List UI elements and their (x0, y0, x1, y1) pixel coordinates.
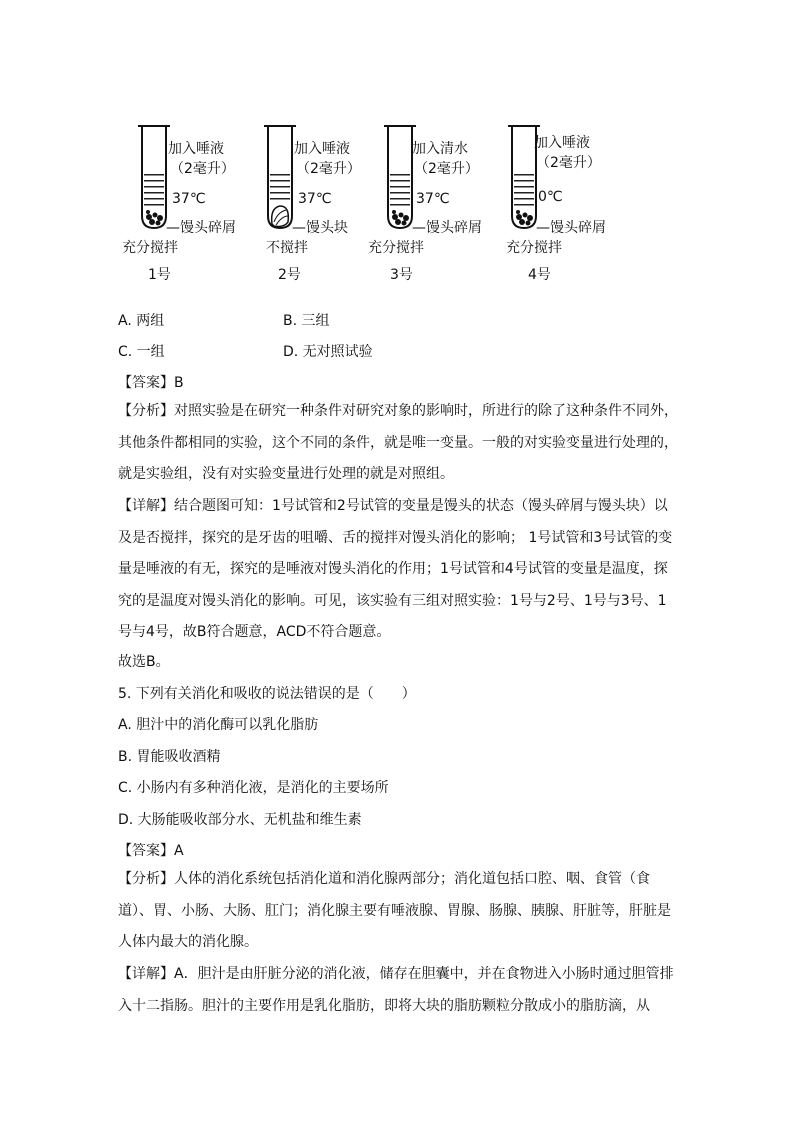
q5-analysis: 【分析】人体的消化系统包括消化道和消化腺两部分；消化道包括口腔、咽、食管（食道）、胃、小肠、大肠、肛门；消化腺主要有唾液腺、胃腺、肠腺、胰腺、肝脏等，肝脏是人体内最大的消化腺。 (118, 871, 671, 950)
tube-1-stir: 充分搅拌 (122, 240, 178, 256)
tube-4-amount: （2毫升） (536, 155, 601, 171)
q4-option-a: A. 两组 (118, 313, 165, 329)
q4-conclusion: 故选B。 (118, 654, 170, 670)
q4-option-d: D. 无对照试验 (283, 344, 373, 360)
tube-1-side-label: —馒头碎屑 (166, 220, 236, 236)
tube-3-temp: 37℃ (416, 191, 450, 207)
tube-3-amount: （2毫升） (414, 161, 479, 177)
q4-detail: 【详解】结合题图可知：1号试管和2号试管的变量是馒头的状态（馒头碎屑与馒头块）以及是否搅拌，探究的是牙齿的咀嚼、舌的搅拌对馒头消化的影响； 1号试管和3号试管的变量是唾液的有无，探究的是唾液对馒头消化的作用；1号试管和4号试管的变量是温度，探究的是温度对馒头消化的影响。可见，该实验有三组对照实验：1号与2号、1号与3号、1号与4号，故B符合题意，ACD不符合题意。 (118, 498, 673, 640)
q5-answer: 【答案】A (118, 843, 184, 859)
tube-4-temp: 0℃ (538, 189, 563, 205)
tube-3-side-label: —馒头碎屑 (412, 220, 482, 236)
test-tube-3-drawing (364, 124, 416, 234)
tube-1-temp: 37℃ (172, 191, 206, 207)
test-tube-4-drawing (488, 124, 540, 234)
tube-3-stir: 充分搅拌 (368, 240, 424, 256)
tube-1-number: 1号 (148, 267, 171, 283)
test-tube-2-drawing (244, 124, 296, 234)
tube-2-temp: 37℃ (298, 191, 332, 207)
tube-2-stir: 不搅拌 (266, 240, 308, 256)
q4-option-c: C. 一组 (118, 344, 165, 360)
tube-3-number: 3号 (390, 267, 413, 283)
test-tube-1-drawing (118, 124, 170, 234)
tube-4-side-text: 馒头碎屑 (550, 220, 606, 236)
tube-1-amount: （2毫升） (170, 161, 235, 177)
q4-analysis: 【分析】对照实验是在研究一种条件对研究对象的影响时，所进行的除了这种条件不同外，其他条件都相同的实验，这个不同的条件，就是唯一变量。一般的对实验变量进行处理的，就是实验组，没有对实验变量进行处理的就是对照组。 (118, 403, 678, 482)
test-tube-figure (118, 118, 638, 288)
q5-option-a: A. 胆汁中的消化酶可以乳化脂肪 (118, 717, 319, 733)
q4-answer: 【答案】B (118, 375, 184, 391)
tube-1-reagent: 加入唾液 (168, 141, 224, 157)
q5-detail: 【详解】A．胆汁是由肝脏分泌的消化液，储存在胆囊中，并在食物进入小肠时通过胆管排入十二指肠。胆汁的主要作用是乳化脂肪，即将大块的脂肪颗粒分散成小的脂肪滴，从 (118, 966, 674, 1014)
tube-2-side-label: —馒头块 (292, 220, 348, 236)
tube-3-reagent: 加入清水 (412, 141, 468, 157)
tube-4-reagent: 加入唾液 (534, 135, 590, 151)
q5-option-b: B. 胃能吸收酒精 (118, 749, 221, 765)
tube-2-amount: （2毫升） (296, 161, 361, 177)
q5-option-d: D. 大肠能吸收部分水、无机盐和维生素 (118, 812, 362, 828)
tube-2-side-text: 馒头块 (306, 220, 348, 236)
tube-4-stir: 充分搅拌 (506, 240, 562, 256)
q5-option-c: C. 小肠内有多种消化液，是消化的主要场所 (118, 780, 389, 796)
tube-4-number: 4号 (528, 267, 551, 283)
tube-3-side-text: 馒头碎屑 (426, 220, 482, 236)
tube-1-side-text: 馒头碎屑 (180, 220, 236, 236)
tube-2-number: 2号 (278, 267, 301, 283)
q5-stem: 5. 下列有关消化和吸收的说法错误的是（ ） (118, 686, 416, 702)
tube-2-reagent: 加入唾液 (294, 141, 350, 157)
q4-option-b: B. 三组 (283, 313, 330, 329)
tube-4-side-label: —馒头碎屑 (536, 220, 606, 236)
